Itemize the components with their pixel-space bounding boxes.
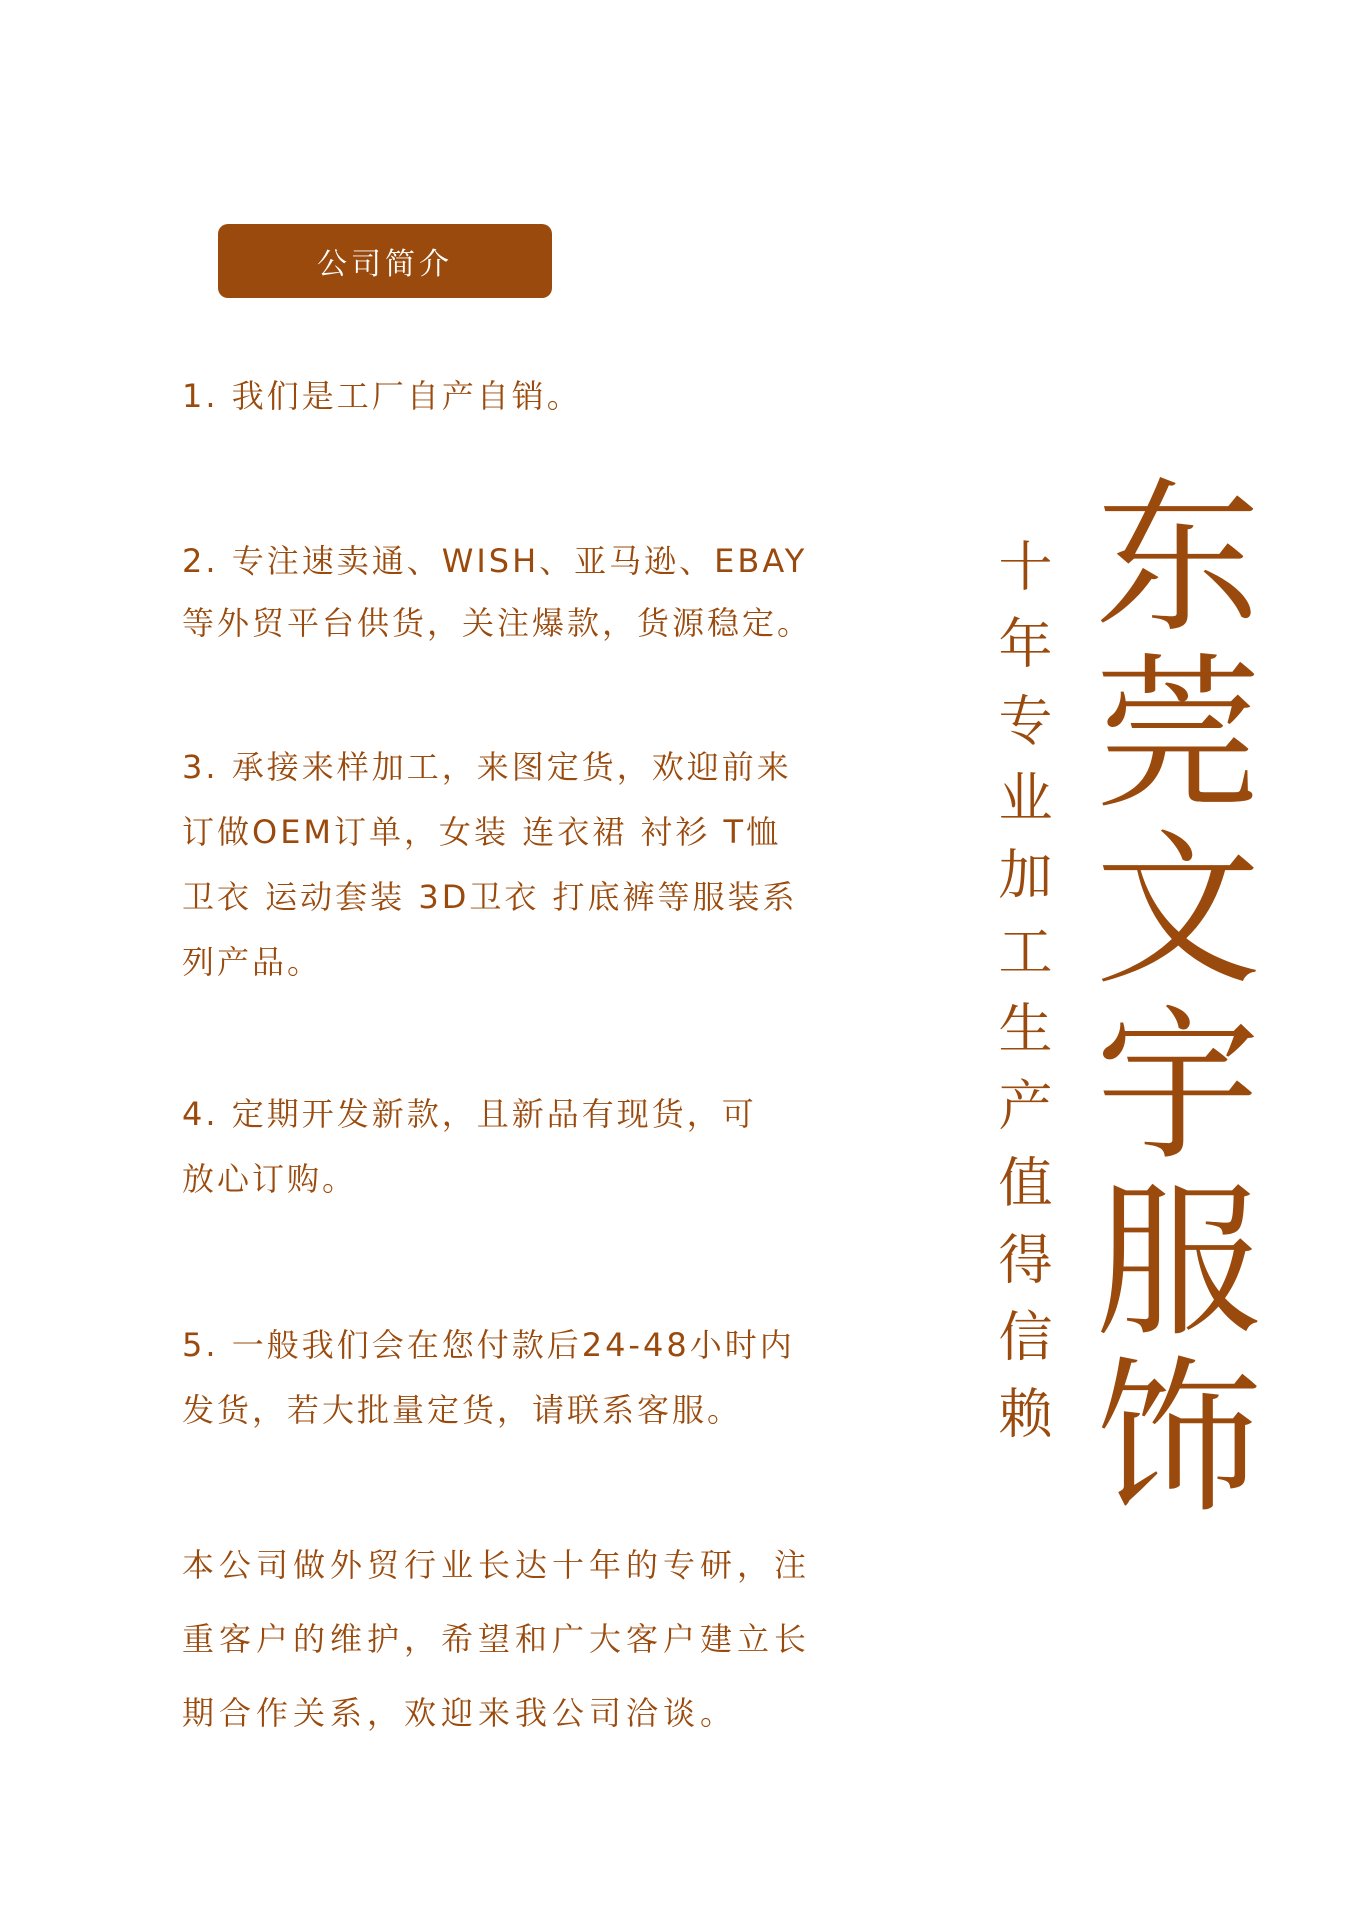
intro-item-1: 1. 我们是工厂自产自销。 bbox=[182, 377, 582, 415]
intro-item-2: 2. 专注速卖通、WISH、亚马逊、EBAY 等外贸平台供货，关注爆款，货源稳定。 bbox=[182, 542, 813, 642]
intro-item-4: 4. 定期开发新款，且新品有现货，可 放心订购。 bbox=[182, 1095, 757, 1198]
intro-item-3: 3. 承接来样加工，来图定货，欢迎前来 订做OEM订单，女装 连衣裙 衬衫 T恤 卫衣 运动套装 3D卫衣 打底裤等服装系 列产品。 bbox=[182, 748, 798, 981]
intro-item-5: 5. 一般我们会在您付款后24-48小时内 发货，若大批量定货，请联系客服。 bbox=[182, 1326, 795, 1429]
vertical-slogan: 十年专业加工生产值得信赖 bbox=[990, 538, 1053, 1462]
brand-name-vertical: 东莞文宇服饰 bbox=[1067, 470, 1260, 1526]
closing-paragraph: 本公司做外贸行业长达十年的专研，注 重客户的维护，希望和广大客户建立长 期合作关系，欢迎来我公司洽谈。 bbox=[182, 1546, 812, 1732]
section-badge-company-intro: 公司简介 bbox=[218, 224, 552, 298]
